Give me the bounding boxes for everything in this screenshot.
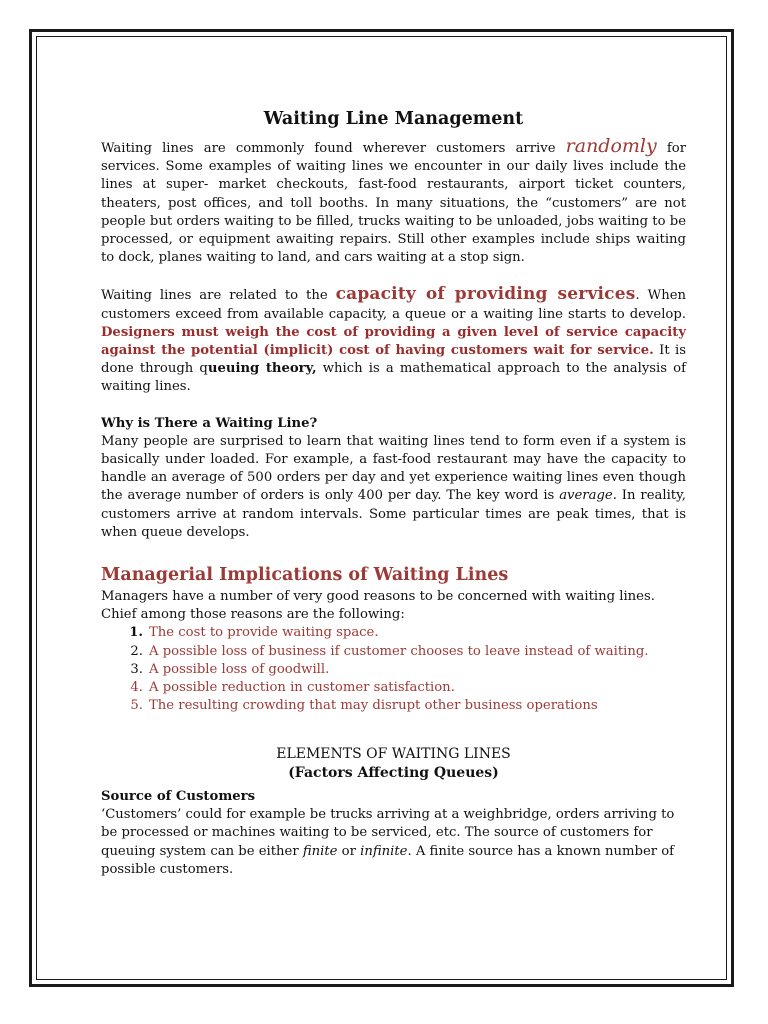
why-heading: Why is There a Waiting Line? [101,415,318,431]
document-body [101,108,686,879]
queuing-theory-term: ueuing theory, [207,361,317,377]
list-number: 3. [130,661,143,677]
list-text: A possible loss of goodwill. [149,661,330,677]
list-number: 1. [129,625,143,641]
source-heading: Source of Customers [101,788,256,804]
source-paragraph [101,806,686,879]
list-item [129,624,686,642]
capacity-paragraph [101,285,686,396]
list-text: The cost to provide waiting space. [149,625,379,641]
reasons-list [129,624,686,715]
list-item [129,697,686,715]
managerial-heading: Managerial Implications of Waiting Lines [101,565,509,586]
list-text: The resulting crowding that may disrupt other business operations [149,698,598,714]
capacity-emphasis: capacity of providing services [335,284,636,305]
list-text: A possible loss of business if customer chooses to leave instead of waiting. [149,643,649,659]
list-number: 4. [130,680,143,696]
list-item [129,679,686,697]
document-title: Waiting Line Management [263,109,524,129]
source-text-or: or [337,843,361,859]
finite-term: finite [302,843,338,859]
elements-subheading: (Factors Affecting Queues) [288,764,499,781]
list-text: A possible reduction in customer satisfaction. [149,680,455,696]
capacity-text-end: which is a mathematical approach to the analysis of waiting lines. [101,361,686,395]
source-text-end: . A finite source has a known number of possible customers. [101,843,675,877]
intro-text-start: Waiting lines are commonly found wherever customers arrive [101,141,566,156]
why-text-start: Many people are surprised to learn that waiting lines tend to form even if a system is basically under loaded. For example, a fast-food restaurant may have the capacity to handle an average of 500 orders per day and yet experience waiting lines even though the average number of orders is only 400 per day. The key word is [101,433,686,504]
source-text-start: ‘Customers’ could for example be trucks arriving at a weighbridge, orders arriving to be processed or machines waiting to be serviced, etc. The source of customers for queuing system can be either [101,807,675,859]
list-item [129,661,686,679]
intro-text-rest: for services. Some examples of waiting lines we encounter in our daily lives include the lines at super- market checkouts, fast-food restaurants, airport ticket counters, theaters, post offices, and toll booths. In many situations, the “customers” are not people but orders waiting to be filled, trucks waiting to be unloaded, jobs waiting to be processed, or equipment awaiting repairs. Still other examples include ships waiting to dock, planes waiting to land, and cars waiting at a stop sign. [101,141,686,266]
capacity-text-start: Waiting lines are related to the [101,288,336,304]
list-number: 5. [130,698,143,714]
intro-paragraph [101,137,686,267]
capacity-text-mid: . When customers exceed from available capacity, a queue or a waiting line starts to develop. [101,288,686,322]
infinite-term: infinite [360,843,408,859]
list-item [129,643,686,661]
designers-statement: Designers must weigh the cost of providing a given level of service capacity against the potential (implicit) cost of having customers wait for service. [101,324,686,359]
randomly-emphasis: randomly [565,135,657,157]
capacity-text-after: It is done through q [101,343,686,377]
elements-heading: ELEMENTS OF WAITING LINES [276,746,511,763]
managerial-intro: Managers have a number of very good reasons to be concerned with waiting lines. Chief among those reasons are the following: [101,589,655,623]
why-paragraph [101,433,686,542]
list-number: 2. [130,643,143,659]
average-emphasis: average. [559,488,617,504]
why-text-end: In reality, customers arrive at random intervals. Some particular times are peak times, that is when queue develops. [101,488,686,540]
